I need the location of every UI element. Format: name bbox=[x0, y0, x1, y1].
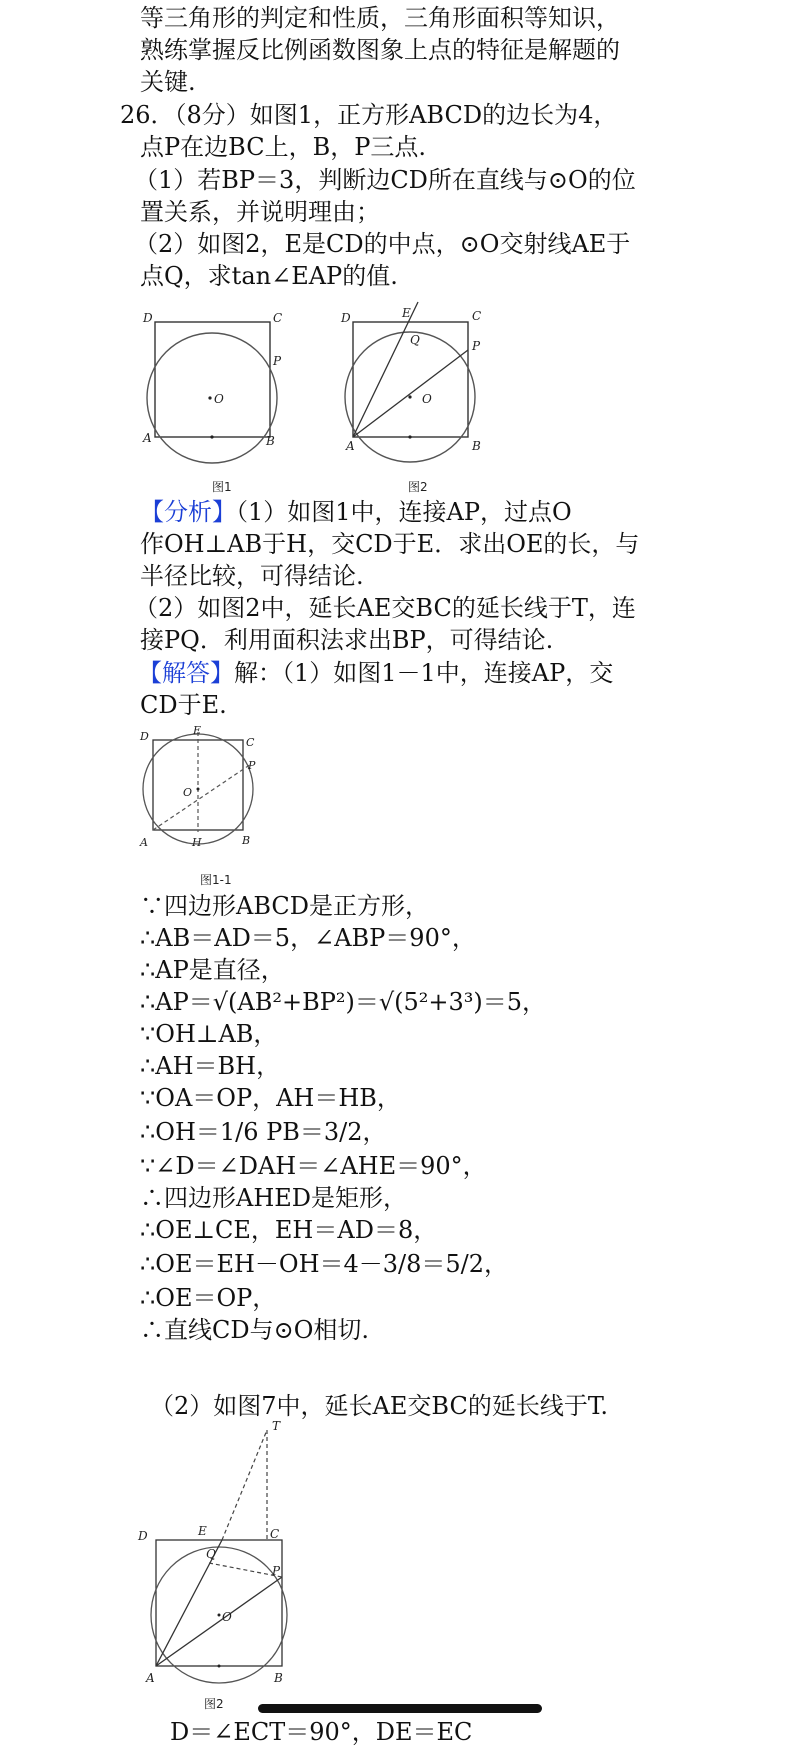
problem-line-6: 点Q，求tan∠EAP的值. bbox=[140, 262, 398, 290]
fig11-label-c: C bbox=[246, 736, 255, 749]
figure-1-1 bbox=[136, 722, 266, 854]
fig1-caption: 图1 bbox=[212, 480, 232, 494]
fig11-label-b: B bbox=[242, 834, 251, 847]
analysis-line-5: 接PQ．利用面积法求出BP，可得结论. bbox=[140, 626, 554, 654]
home-indicator[interactable] bbox=[258, 1704, 542, 1713]
step-13: ∴OE＝OP， bbox=[140, 1284, 277, 1312]
fig11-label-e: E bbox=[193, 724, 202, 737]
analysis-line-1: 【分析】（1）如图1中，连接AP，过点O bbox=[140, 498, 572, 526]
step-4: ∴AP＝√(AB²+BP²)＝√(5²+3³)＝5， bbox=[140, 988, 547, 1016]
fig2-label-d: D bbox=[341, 311, 351, 325]
analysis-line-3: 半径比较，可得结论. bbox=[140, 562, 364, 590]
answer-tag: 【解答】 bbox=[138, 659, 234, 687]
fig11-label-h: H bbox=[192, 836, 202, 849]
step-5: ∵OH⊥AB， bbox=[140, 1020, 278, 1048]
step-2: ∴AB＝AD＝5，∠ABP＝90°， bbox=[140, 924, 476, 952]
step-8: ∴OH＝1/6 PB＝3/2， bbox=[140, 1118, 387, 1146]
fig2-caption: 图2 bbox=[408, 480, 428, 494]
fig1-label-d: D bbox=[143, 311, 153, 325]
step-3: ∴AP是直径， bbox=[140, 956, 285, 984]
problem-line-2: 点P在边BC上，B，P三点. bbox=[140, 133, 427, 161]
intro-line-1: 等三角形的判定和性质，三角形面积等知识， bbox=[140, 4, 620, 32]
answer-line-2: CD于E. bbox=[140, 691, 227, 719]
fig11-caption: 图1-1 bbox=[200, 873, 232, 887]
problem-line-4: 置关系，并说明理由； bbox=[140, 198, 380, 226]
intro-line-3: 关键. bbox=[140, 68, 196, 96]
fig1-label-a: A bbox=[143, 431, 152, 445]
problem-line-3: （1）若BP＝3，判断边CD所在直线与⊙O的位 bbox=[134, 166, 636, 194]
fig1-label-o: O bbox=[214, 392, 224, 406]
step-12: ∴OE＝EH－OH＝4－3/8＝5/2， bbox=[140, 1250, 509, 1278]
fig2-label-p: P bbox=[472, 339, 481, 353]
step-7: ∵OA＝OP，AH＝HB， bbox=[140, 1084, 401, 1112]
part2-line-1: （2）如图7中，延长AE交BC的延长线于T. bbox=[150, 1392, 608, 1420]
answer-line-1: 【解答】解：（1）如图1－1中，连接AP，交 bbox=[138, 659, 614, 687]
fig2-label-a: A bbox=[346, 439, 355, 453]
fig1-label-p: P bbox=[273, 354, 282, 368]
fig7-caption: 图2 bbox=[204, 1697, 224, 1711]
step-14: ∴直线CD与⊙O相切. bbox=[140, 1316, 370, 1344]
analysis-tag: 【分析】 bbox=[140, 498, 236, 526]
figure-7 bbox=[136, 1420, 306, 1690]
analysis-line-2: 作OH⊥AB于H，交CD于E．求出OE的长，与 bbox=[140, 530, 640, 558]
step-11: ∴OE⊥CE，EH＝AD＝8， bbox=[140, 1216, 438, 1244]
fig7-label-d: D bbox=[138, 1529, 148, 1543]
fig2-label-b: B bbox=[472, 439, 481, 453]
fig7-label-a: A bbox=[146, 1671, 155, 1685]
fig7-label-b: B bbox=[274, 1671, 283, 1685]
problem-line-5: （2）如图2，E是CD的中点，⊙O交射线AE于 bbox=[134, 230, 631, 258]
fig11-label-a: A bbox=[140, 836, 148, 849]
figure-2 bbox=[338, 300, 498, 470]
fig1-label-c: C bbox=[273, 311, 283, 325]
fig7-label-e: E bbox=[198, 1524, 207, 1538]
fig7-label-t: T bbox=[272, 1419, 281, 1433]
fig11-label-d: D bbox=[140, 730, 149, 743]
step-6: ∴AH＝BH， bbox=[140, 1052, 281, 1080]
fig11-label-p: P bbox=[248, 759, 256, 772]
fig2-label-e: E bbox=[402, 306, 411, 320]
step-9: ∵∠D＝∠DAH＝∠AHE＝90°， bbox=[140, 1152, 487, 1180]
fig7-label-q: Q bbox=[206, 1547, 216, 1561]
step-1: ∵四边形ABCD是正方形， bbox=[140, 892, 430, 920]
fig7-label-p: P bbox=[272, 1564, 281, 1578]
intro-line-2: 熟练掌握反比例函数图象上点的特征是解题的 bbox=[140, 36, 620, 64]
fig2-label-c: C bbox=[472, 309, 482, 323]
fig11-label-o: O bbox=[183, 786, 193, 799]
fig2-label-q: Q bbox=[410, 333, 420, 347]
fig7-label-c: C bbox=[270, 1527, 280, 1541]
step-10: ∴四边形AHED是矩形， bbox=[140, 1184, 408, 1212]
figure-1 bbox=[140, 310, 283, 475]
problem-line-1: 26．（8分）如图1，正方形ABCD的边长为4， bbox=[120, 101, 618, 129]
fig1-label-b: B bbox=[266, 434, 275, 448]
fig2-label-o: O bbox=[422, 392, 432, 406]
bottom-partial-line: D＝∠ECT＝90°，DE＝EC bbox=[170, 1718, 473, 1746]
fig7-label-o: O bbox=[222, 1610, 232, 1624]
analysis-line-4: （2）如图2中，延长AE交BC的延长线于T，连 bbox=[134, 594, 636, 622]
